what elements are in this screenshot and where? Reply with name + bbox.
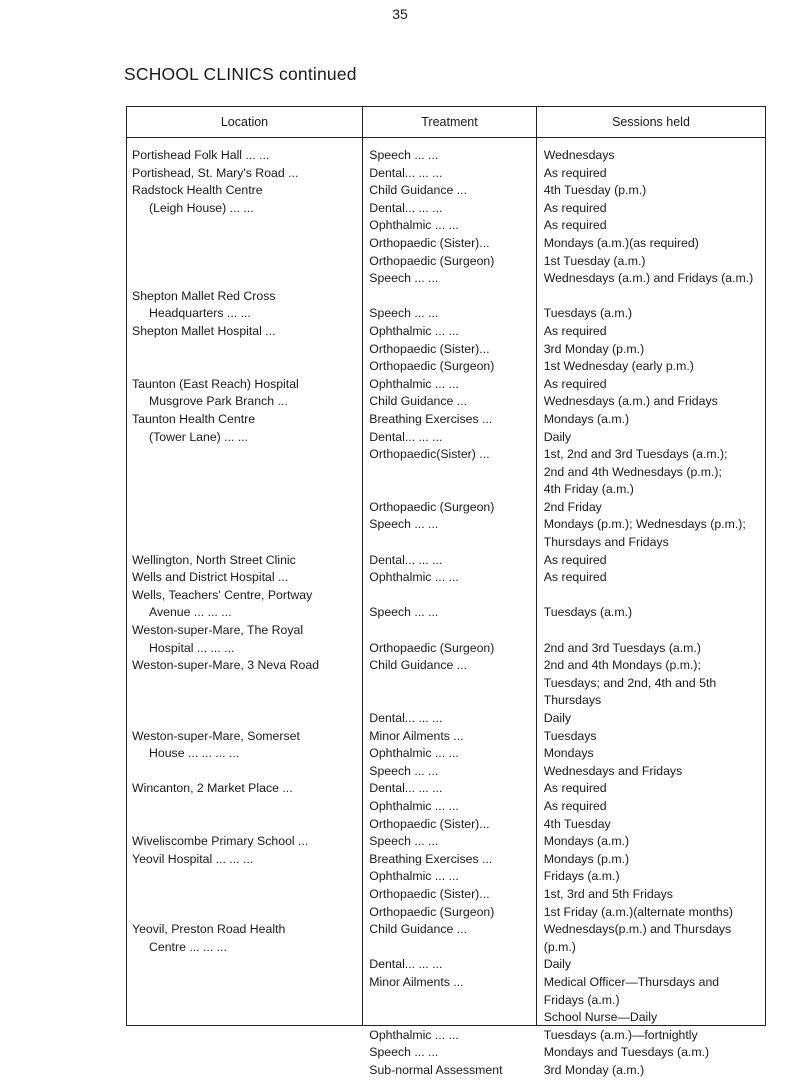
location-cell: [127, 1027, 366, 1045]
table-row: [127, 446, 765, 464]
table-row: [127, 939, 765, 957]
treatment-cell: Orthopaedic (Surgeon): [369, 499, 495, 514]
table-row: [127, 305, 765, 323]
location-cell: Weston-super-Mare, 3 Neva Road: [132, 658, 320, 673]
table-row: [127, 534, 765, 552]
table-row: [127, 270, 765, 288]
sessions-cell: [540, 288, 765, 306]
header-divider: [127, 137, 765, 138]
sessions-cell: Tuesdays (a.m.)—fortnightly: [543, 1027, 698, 1042]
location-cell: Portishead Folk Hall ... ...: [132, 148, 270, 162]
location-cell: [127, 692, 366, 710]
treatment-cell: Ophthalmic ... ...: [369, 1027, 459, 1042]
sessions-cell: Fridays (a.m.): [543, 869, 620, 884]
treatment-cell: Dental... ... ...: [369, 711, 443, 725]
location-cell: [127, 904, 366, 922]
sessions-cell: As required: [543, 781, 607, 796]
treatment-cell: Child Guidance ...: [369, 658, 467, 673]
location-cell: [127, 798, 366, 816]
sessions-cell: 1st, 3rd and 5th Fridays: [543, 886, 673, 901]
location-cell: [127, 235, 366, 253]
treatment-cell: Speech ... ...: [369, 834, 439, 849]
treatment-cell: Ophthalmic ... ...: [369, 798, 459, 813]
table-row: [127, 921, 765, 939]
treatment-cell: Ophthalmic ... ...: [369, 746, 459, 761]
treatment-cell: [366, 587, 539, 605]
location-cell: [127, 816, 366, 834]
treatment-cell: Orthopaedic (Surgeon): [369, 359, 495, 374]
table-body: [127, 147, 765, 1079]
treatment-cell: Orthopaedic (Surgeon): [369, 904, 495, 919]
sessions-cell: 2nd Friday: [543, 499, 602, 514]
location-cell: House ... ... ... ...: [149, 746, 240, 761]
table-row: [127, 147, 765, 165]
location-cell: Portishead, St. Mary's Road ...: [132, 165, 299, 180]
sessions-cell: Wednesdays: [543, 148, 615, 162]
table-row: [127, 780, 765, 798]
location-cell: [127, 270, 366, 288]
column-header-sessions: Sessions held: [612, 115, 690, 129]
sessions-cell: Tuesdays; and 2nd, 4th and 5th: [543, 675, 717, 690]
treatment-cell: Dental... ... ...: [369, 200, 443, 215]
table-row: [127, 411, 765, 429]
location-cell: [127, 868, 366, 886]
treatment-cell: Child Guidance ...: [369, 922, 467, 937]
table-row: [127, 200, 765, 218]
sessions-cell: Mondays (a.m.)(as required): [543, 235, 699, 250]
location-cell: Centre ... ... ...: [149, 939, 227, 954]
location-cell: [127, 516, 366, 534]
sessions-cell: Medical Officer—Thursdays and: [543, 974, 720, 989]
table-row: [127, 1062, 765, 1080]
location-cell: [127, 992, 366, 1010]
treatment-cell: Minor Ailments ...: [369, 728, 464, 743]
location-cell: [127, 763, 366, 781]
location-cell: Wincanton, 2 Market Place ...: [132, 781, 293, 796]
sessions-cell: Thursdays and Fridays: [543, 535, 669, 550]
treatment-cell: Orthopaedic (Surgeon): [369, 640, 495, 655]
location-cell: [127, 341, 366, 359]
table-row: [127, 253, 765, 271]
location-cell: [127, 710, 366, 728]
location-cell: Radstock Health Centre: [132, 183, 263, 198]
sessions-cell: [540, 587, 765, 605]
location-cell: Wells, Teachers' Centre, Portway: [132, 587, 313, 602]
treatment-cell: Speech ... ...: [369, 306, 439, 321]
treatment-cell: Dental... ... ...: [369, 165, 443, 180]
sessions-cell: As required: [543, 570, 607, 585]
treatment-cell: Ophthalmic ... ...: [369, 570, 459, 585]
sessions-cell: 1st Friday (a.m.)(alternate months): [543, 904, 733, 919]
table-row: [127, 182, 765, 200]
treatment-cell: Speech ... ...: [369, 148, 439, 162]
location-cell: [127, 534, 366, 552]
treatment-cell: Sub-normal Assessment: [369, 1062, 503, 1077]
sessions-cell: Mondays (p.m.); Wednesdays (p.m.);: [543, 517, 746, 532]
table-row: [127, 622, 765, 640]
treatment-cell: [366, 675, 539, 693]
location-cell: Avenue ... ... ...: [149, 605, 232, 620]
treatment-cell: Ophthalmic ... ...: [369, 323, 459, 338]
table-row: [127, 464, 765, 482]
treatment-cell: Dental... ... ...: [369, 781, 443, 796]
treatment-cell: Ophthalmic ... ...: [369, 869, 459, 884]
treatment-cell: Speech ... ...: [369, 605, 439, 620]
sessions-cell: 4th Tuesday (p.m.): [543, 183, 647, 198]
treatment-cell: Ophthalmic ... ...: [369, 376, 459, 391]
treatment-cell: [366, 288, 539, 306]
location-cell: [127, 464, 366, 482]
table-row: [127, 323, 765, 341]
location-cell: Taunton Health Centre: [132, 411, 256, 426]
sessions-cell: Mondays (p.m.): [543, 851, 630, 866]
treatment-cell: [366, 481, 539, 499]
sessions-cell: Daily: [543, 957, 572, 972]
table-row: [127, 481, 765, 499]
location-cell: [127, 956, 366, 974]
table-row: [127, 288, 765, 306]
location-cell: Musgrove Park Branch ...: [149, 394, 288, 409]
location-cell: [127, 253, 366, 271]
sessions-cell: 3rd Monday (a.m.): [543, 1062, 645, 1077]
sessions-cell: Mondays and Tuesdays (a.m.): [543, 1045, 710, 1060]
location-cell: [127, 217, 366, 235]
location-cell: [127, 1044, 366, 1062]
sessions-cell: Wednesdays (a.m.) and Fridays: [543, 394, 718, 409]
table-row: [127, 499, 765, 517]
location-cell: Wiveliscombe Primary School ...: [132, 834, 309, 849]
treatment-cell: [366, 1009, 539, 1027]
sessions-cell: Tuesdays (a.m.): [543, 306, 633, 321]
table-row: [127, 640, 765, 658]
table-row: [127, 816, 765, 834]
sessions-cell: As required: [543, 323, 607, 338]
sessions-cell: Fridays (a.m.): [543, 992, 620, 1007]
sessions-cell: 2nd and 3rd Tuesdays (a.m.): [543, 640, 701, 655]
sessions-cell: 2nd and 4th Wednesdays (p.m.);: [543, 464, 722, 479]
table-row: [127, 763, 765, 781]
location-cell: [127, 1062, 366, 1080]
sessions-cell: As required: [543, 376, 607, 391]
location-cell: Wellington, North Street Clinic: [132, 552, 296, 567]
treatment-cell: Child Guidance ...: [369, 394, 468, 409]
treatment-cell: Speech ... ...: [369, 763, 439, 778]
location-cell: Weston-super-Mare, The Royal: [132, 623, 304, 638]
table-row: [127, 1027, 765, 1045]
table-row: [127, 886, 765, 904]
sessions-cell: 4th Friday (a.m.): [543, 482, 634, 497]
table-row: [127, 235, 765, 253]
table-row: [127, 341, 765, 359]
sessions-cell: Tuesdays: [543, 728, 597, 743]
location-cell: Weston-super-Mare, Somerset: [132, 728, 300, 743]
treatment-cell: Child Guidance ...: [369, 183, 467, 198]
sessions-cell: 4th Tuesday: [543, 816, 611, 831]
treatment-cell: Dental... ... ...: [369, 957, 443, 972]
table-row: [127, 217, 765, 235]
table-row: [127, 956, 765, 974]
table-row: [127, 587, 765, 605]
sessions-cell: Wednesdays (a.m.) and Fridays (a.m.): [543, 271, 754, 286]
table-row: [127, 165, 765, 183]
sessions-cell: Thursdays: [543, 693, 602, 708]
table-row: [127, 974, 765, 992]
column-header-location: Location: [220, 115, 269, 129]
sessions-cell: 1st Tuesday (a.m.): [543, 253, 646, 268]
location-cell: [127, 675, 366, 693]
sessions-cell: As required: [543, 200, 607, 215]
page-number: 35: [392, 6, 408, 22]
sessions-cell: Mondays (a.m.): [543, 834, 630, 849]
location-cell: (Tower Lane) ... ...: [149, 429, 249, 444]
location-cell: Shepton Mallet Red Cross: [132, 288, 276, 303]
location-cell: [127, 481, 366, 499]
sessions-cell: 2nd and 4th Mondays (p.m.);: [543, 658, 701, 673]
location-cell: (Leigh House) ... ...: [149, 200, 254, 215]
table-row: [127, 710, 765, 728]
table-row: [127, 429, 765, 447]
treatment-cell: Breathing Exercises ...: [369, 411, 493, 426]
sessions-cell: Tuesdays (a.m.): [543, 605, 633, 620]
sessions-cell: As required: [543, 798, 607, 813]
sessions-cell: 3rd Monday (p.m.): [543, 341, 645, 356]
table-row: [127, 745, 765, 763]
table-row: [127, 868, 765, 886]
treatment-cell: Speech ... ...: [369, 1045, 439, 1060]
sessions-cell: Daily: [543, 429, 572, 444]
location-cell: [127, 974, 366, 992]
treatment-cell: Speech ... ...: [369, 271, 439, 286]
table-row: [127, 675, 765, 693]
table-row: [127, 1009, 765, 1027]
sessions-cell: Wednesdays(p.m.) and Thursdays: [543, 922, 732, 937]
table-row: [127, 728, 765, 746]
treatment-cell: [366, 939, 539, 957]
treatment-cell: [366, 534, 539, 552]
sessions-cell: As required: [543, 165, 607, 180]
sessions-cell: Mondays (a.m.): [543, 411, 630, 426]
location-cell: Headquarters ... ...: [149, 306, 251, 321]
table-row: [127, 904, 765, 922]
table-row: [127, 604, 765, 622]
sessions-cell: Wednesdays and Fridays: [543, 763, 683, 778]
location-cell: Taunton (East Reach) Hospital: [132, 376, 299, 391]
table-row: [127, 552, 765, 570]
treatment-cell: Speech ... ...: [369, 517, 439, 532]
sessions-cell: (p.m.): [543, 939, 576, 954]
table-row: [127, 833, 765, 851]
treatment-cell: Dental... ... ...: [369, 429, 443, 444]
location-cell: [127, 358, 366, 376]
sessions-cell: As required: [543, 218, 607, 233]
table-row: [127, 798, 765, 816]
table-row: [127, 1044, 765, 1062]
location-cell: Yeovil, Preston Road Health: [132, 922, 286, 937]
page-heading: SCHOOL CLINICS continued: [124, 64, 357, 84]
sessions-cell: 1st Wednesday (early p.m.): [543, 359, 694, 374]
table-row: [127, 992, 765, 1010]
location-cell: Yeovil Hospital ... ... ...: [132, 851, 254, 866]
location-cell: Hospital ... ... ...: [149, 640, 235, 655]
treatment-cell: Orthopaedic (Sister)...: [369, 341, 490, 356]
treatment-cell: Orthopaedic (Surgeon): [369, 253, 495, 268]
location-cell: Wells and District Hospital ...: [132, 570, 289, 585]
sessions-cell: Mondays: [543, 746, 594, 761]
treatment-cell: Breathing Exercises ...: [369, 851, 493, 866]
table-row: [127, 657, 765, 675]
location-cell: Shepton Mallet Hospital ...: [132, 323, 276, 338]
treatment-cell: Orthopaedic (Sister)...: [369, 235, 490, 250]
sessions-cell: As required: [543, 552, 607, 567]
location-cell: [127, 499, 366, 517]
sessions-cell: [540, 622, 765, 640]
treatment-cell: Orthopaedic(Sister) ...: [369, 447, 490, 462]
table-row: [127, 358, 765, 376]
treatment-cell: [366, 992, 539, 1010]
table-row: [127, 692, 765, 710]
sessions-cell: 1st, 2nd and 3rd Tuesdays (a.m.);: [543, 447, 728, 462]
sessions-cell: Daily: [543, 711, 572, 725]
treatment-cell: Orthopaedic (Sister)...: [369, 816, 490, 831]
column-header-treatment: Treatment: [421, 115, 478, 129]
table-row: [127, 569, 765, 587]
location-cell: [127, 446, 366, 464]
location-cell: [127, 886, 366, 904]
treatment-cell: Dental... ... ...: [369, 552, 443, 567]
treatment-cell: Minor Ailments ...: [369, 974, 464, 989]
treatment-cell: Ophthalmic ... ...: [369, 218, 459, 233]
table-row: [127, 851, 765, 869]
sessions-cell: School Nurse—Daily: [543, 1010, 658, 1025]
treatment-cell: [366, 464, 539, 482]
table-row: [127, 376, 765, 394]
clinics-table: [126, 106, 766, 1077]
table-row: [127, 393, 765, 411]
table-row: [127, 516, 765, 534]
treatment-cell: [366, 692, 539, 710]
location-cell: [127, 1009, 366, 1027]
treatment-cell: [366, 622, 539, 640]
treatment-cell: Orthopaedic (Sister)...: [369, 886, 490, 901]
